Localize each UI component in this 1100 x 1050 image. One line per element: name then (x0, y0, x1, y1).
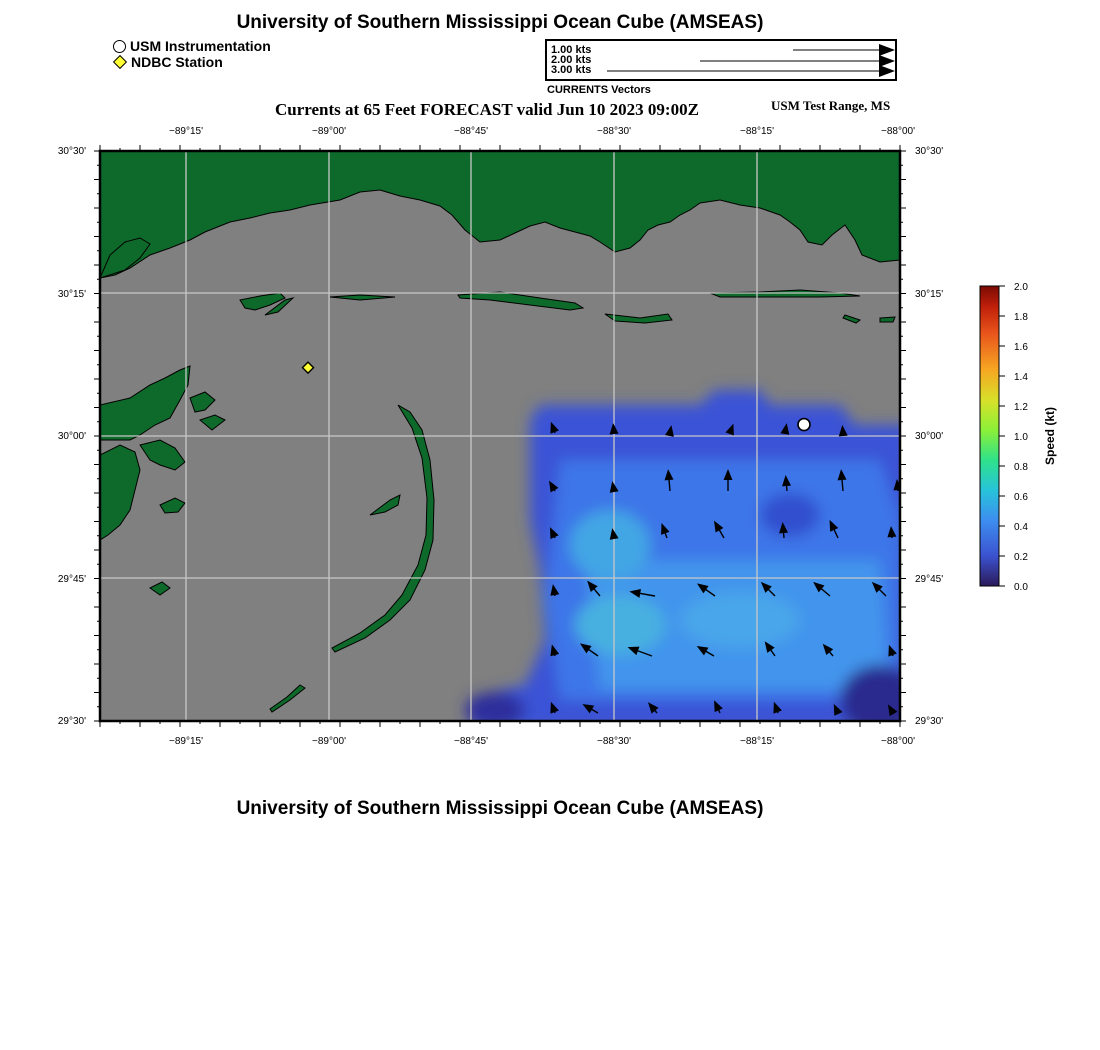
lat-tick-left: 30°15' (57, 289, 86, 300)
vector-key-3: 3.00 kts (551, 64, 592, 76)
lon-tick-top: −88°30' (597, 126, 631, 137)
lat-tick-left: 29°45' (57, 574, 86, 585)
lon-tick-top: −89°15' (169, 126, 203, 137)
colorbar-tick: 0.8 (1014, 462, 1028, 473)
colorbar-tick: 1.4 (1014, 372, 1028, 383)
colorbar-tick: 0.0 (1014, 582, 1028, 593)
usm-instrument-marker (798, 419, 810, 431)
colorbar-tick: 1.6 (1014, 342, 1028, 353)
lat-tick-right: 30°15' (915, 289, 944, 300)
lon-tick-top: −89°00' (312, 126, 346, 137)
lat-tick-right: 30°30' (915, 146, 944, 157)
colorbar-tick: 2.0 (1014, 282, 1028, 293)
colorbar-gradient (980, 286, 999, 586)
colorbar-tick: 1.2 (1014, 402, 1028, 413)
lat-tick-right: 29°30' (915, 716, 944, 727)
lat-tick-right: 30°00' (915, 431, 944, 442)
colorbar-tick: 1.8 (1014, 312, 1028, 323)
vector-key-2: 2.00 kts (551, 54, 592, 66)
lon-tick-top: −88°45' (454, 126, 488, 137)
lon-tick-bottom: −88°00' (881, 736, 915, 747)
lat-tick-left: 30°00' (57, 431, 86, 442)
legend-ndbc-label: NDBC Station (131, 54, 223, 70)
lon-tick-top: −88°00' (881, 126, 915, 137)
legend-usm-label: USM Instrumentation (130, 38, 271, 54)
colorbar-tick: 1.0 (1014, 432, 1028, 443)
lon-tick-bottom: −88°30' (597, 736, 631, 747)
region-label: USM Test Range, MS (771, 98, 891, 113)
lat-tick-left: 29°30' (57, 716, 86, 727)
lon-tick-bottom: −89°15' (169, 736, 203, 747)
colorbar-label: Speed (kt) (1043, 406, 1057, 466)
colorbar-tick: 0.4 (1014, 522, 1028, 533)
lon-tick-bottom: −88°15' (740, 736, 774, 747)
colorbar-tick: 0.6 (1014, 492, 1028, 503)
lat-tick-right: 29°45' (915, 574, 944, 585)
lon-tick-top: −88°15' (740, 126, 774, 137)
footer-title: University of Southern Mississippi Ocean Cube (AMSEAS) (236, 798, 764, 819)
lat-tick-left: 30°30' (57, 146, 86, 157)
speed-colorbar (970, 275, 1090, 595)
main-title: University of Southern Mississippi Ocean Cube (AMSEAS) (236, 12, 764, 33)
colorbar-tick: 0.2 (1014, 552, 1028, 563)
lon-tick-bottom: −89°00' (312, 736, 346, 747)
colorbar-ticks (999, 286, 1005, 586)
vector-key-title: CURRENTS Vectors (547, 84, 651, 96)
forecast-subtitle: Currents at 65 Feet FORECAST valid Jun 10 2023 09:00Z (275, 100, 699, 119)
vector-key-1: 1.00 kts (551, 44, 592, 56)
lon-tick-bottom: −88°45' (454, 736, 488, 747)
